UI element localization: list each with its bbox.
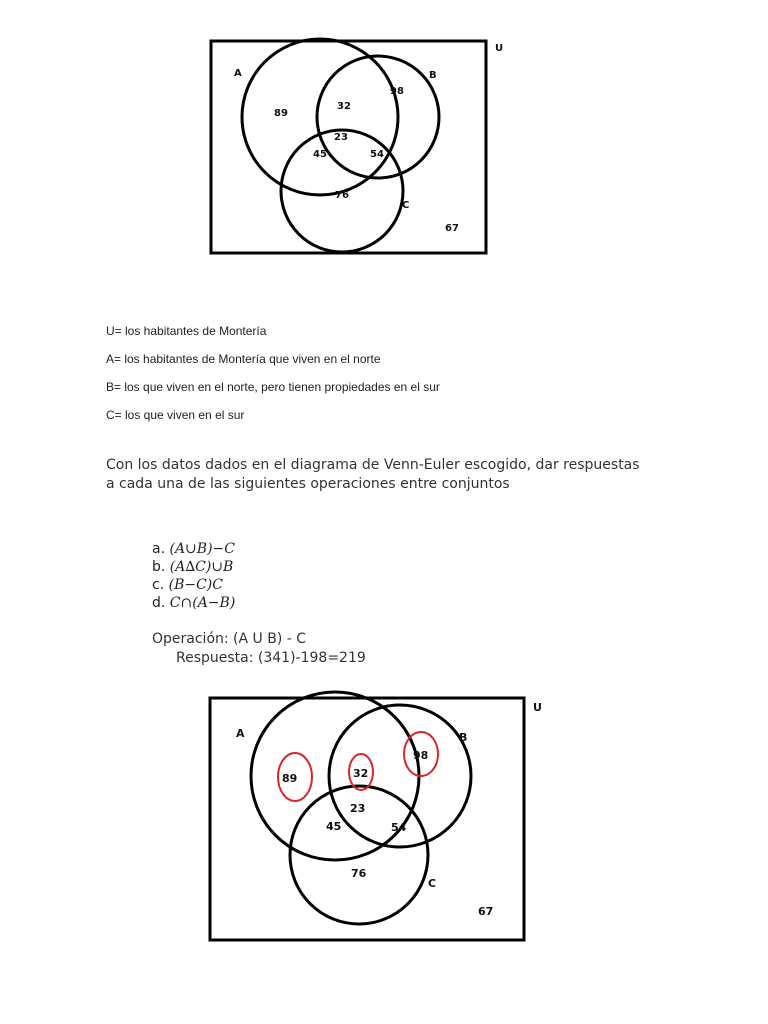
region-ab: 32 [337,101,351,112]
operation-letter: d. [152,595,166,611]
operation-item [152,594,235,612]
set-b-label: B [429,70,437,81]
operation-letter: a. [152,541,166,557]
region-a-only: 89 [274,108,288,119]
region-b-only: 98 [390,86,404,97]
instructions-paragraph [106,456,686,494]
set-a-label: A [234,68,242,79]
set-c-label: C [428,877,437,890]
highlight-ring-89 [278,753,312,801]
highlight-ring-98 [404,732,438,776]
answer-statement: Respuesta: (341)-198=219 [176,650,366,666]
set-c-label: C [402,200,410,211]
operation-expression: (A∆C)∪B [169,559,234,575]
operation-expression: (B−C)C [168,577,223,593]
set-c-circle [281,130,403,252]
set-b-label: B [459,731,468,744]
instructions-line-1: Con los datos dados en el diagrama de Venn-Euler escogido, dar respuestas [106,457,640,473]
region-bc: 54 [391,821,407,834]
region-ac: 45 [313,149,327,160]
set-a-circle [251,692,419,860]
operation-statement: Operación: (A U B) - C [152,631,307,647]
definition-a: A= los habitantes de Montería que viven en el norte [106,352,381,366]
operation-expression: C∩(A−B) [169,595,236,611]
operations-list [152,540,235,612]
universe-label: U [533,701,542,714]
definition-b: B= los que viven en el norte, pero tienen propiedades en el sur [106,380,440,394]
operation-letter: c. [152,577,165,593]
region-a-only: 89 [282,772,298,785]
universe-box [210,698,524,940]
operation-expression: (A∪B)−C [169,541,235,557]
set-a-label: A [236,727,245,740]
set-c-circle [290,786,428,924]
region-ac: 45 [326,820,342,833]
operation-letter: b. [152,559,166,575]
region-outside: 67 [478,905,494,918]
set-b-circle [317,56,439,178]
region-c-only: 76 [351,867,367,880]
set-a-circle [242,39,398,195]
universe-box [211,41,486,253]
definition-c: C= los que viven en el sur [106,408,245,422]
operation-item [152,576,235,594]
instructions-line-2: a cada una de las siguientes operaciones entre conjuntos [106,476,510,492]
highlight-ring-32 [349,754,373,790]
region-b-only: 98 [413,749,429,762]
region-c-only: 76 [335,190,349,201]
operation-item [152,558,235,576]
region-bc: 54 [370,149,384,160]
region-outside: 67 [445,223,459,234]
operation-item [152,540,235,558]
set-b-circle [329,705,471,847]
region-abc: 23 [350,802,366,815]
definition-u: U= los habitantes de Montería [106,324,267,338]
universe-label: U [495,43,504,54]
region-abc: 23 [334,132,348,143]
region-ab: 32 [353,767,369,780]
